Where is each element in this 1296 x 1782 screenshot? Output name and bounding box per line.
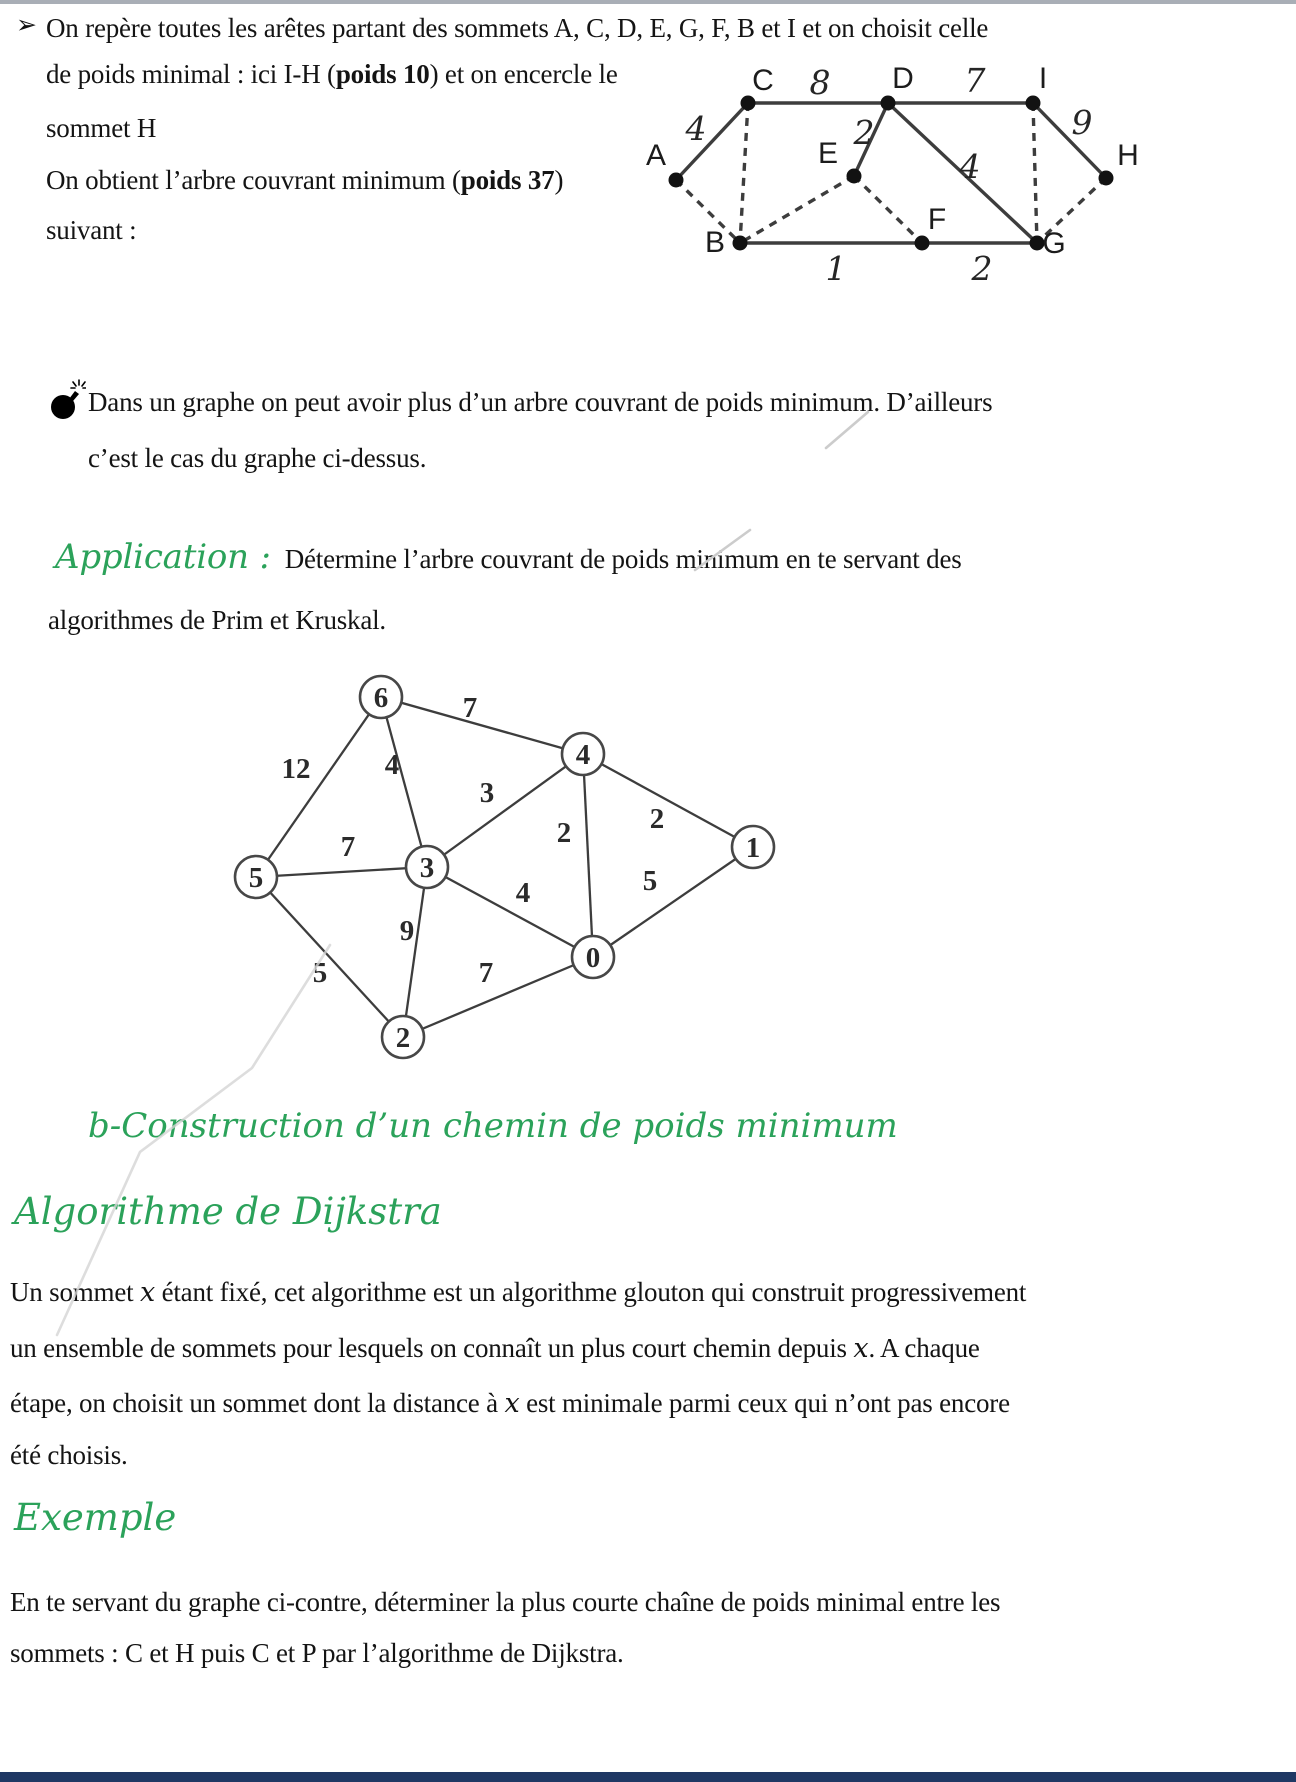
note-line-2: c’est le cas du graphe ci-dessus. bbox=[88, 443, 427, 473]
edge-2-0 bbox=[403, 957, 593, 1037]
edge-weight-A-C: 4 bbox=[685, 109, 707, 148]
graph-node-B bbox=[733, 236, 748, 251]
intro-line-5: suivant : bbox=[46, 215, 137, 245]
edge-weight-3-2: 9 bbox=[399, 915, 415, 947]
bomb-icon bbox=[50, 378, 86, 422]
graph-node-label-D: D bbox=[892, 62, 914, 95]
edge-weight-I-H: 9 bbox=[1071, 103, 1093, 142]
dijkstra-heading: Algorithme de Dijkstra bbox=[14, 1190, 442, 1233]
graph-node-E bbox=[847, 169, 862, 184]
edge-I-G bbox=[1033, 103, 1037, 243]
edge-3-2 bbox=[403, 867, 427, 1037]
edge-4-3 bbox=[427, 754, 583, 867]
edge-weight-4-3: 3 bbox=[479, 777, 495, 809]
graph-node-I bbox=[1026, 96, 1041, 111]
edge-4-1 bbox=[583, 754, 753, 847]
edge-weight-C-D: 8 bbox=[809, 63, 831, 102]
dijkstra-line-1-post: étant fixé, cet algorithme est un algorithme glouton qui construit progressivement bbox=[155, 1277, 1027, 1307]
graph-node-A bbox=[669, 173, 684, 188]
intro-line-2-pre: de poids minimal : ici I-H ( bbox=[46, 59, 336, 89]
edge-3-0 bbox=[427, 867, 593, 957]
edge-weight-5-2: 5 bbox=[312, 957, 328, 989]
exemple-line-1: En te servant du graphe ci-contre, déterminer la plus courte chaîne de poids minimal entre les bbox=[10, 1587, 1001, 1617]
dijkstra-line-3-post: est minimale parmi ceux qui n’ont pas encore bbox=[519, 1388, 1010, 1418]
graph-node-D bbox=[881, 96, 896, 111]
graph-node-label-6: 6 bbox=[373, 682, 389, 714]
graph-node-label-C: C bbox=[752, 64, 774, 97]
graph-node-label-E: E bbox=[817, 137, 839, 170]
graph-node-F bbox=[915, 236, 930, 251]
section-b-heading: b-Construction d’un chemin de poids minimum bbox=[88, 1106, 898, 1146]
dijkstra-line-1-pre: Un sommet bbox=[10, 1277, 140, 1307]
edge-weight-4-0: 2 bbox=[556, 817, 572, 849]
application-line-2: algorithmes de Prim et Kruskal. bbox=[48, 605, 386, 635]
edge-E-B bbox=[740, 176, 854, 243]
edge-weight-3-0: 4 bbox=[515, 877, 531, 909]
note-line-1: Dans un graphe on peut avoir plus d’un arbre couvrant de poids minimum. D’ailleurs bbox=[88, 387, 993, 417]
graph-node-H bbox=[1099, 171, 1114, 186]
intro-line-4-post: ) bbox=[554, 165, 564, 195]
dijkstra-line-3-pre: étape, on choisit un sommet dont la distance à bbox=[10, 1388, 505, 1418]
intro-line-2 bbox=[46, 57, 618, 91]
edge-weight-2-0: 7 bbox=[478, 957, 494, 989]
edge-5-2 bbox=[256, 877, 403, 1037]
graph-node-label-A: A bbox=[645, 139, 667, 172]
edge-weight-D-I: 7 bbox=[964, 61, 986, 100]
dijkstra-line-4: été choisis. bbox=[10, 1440, 128, 1470]
spanning-tree-graph bbox=[630, 50, 1190, 300]
application-graph bbox=[190, 630, 810, 1070]
edge-weight-B-F: 1 bbox=[825, 249, 847, 288]
intro-line-4-bold: poids 37 bbox=[460, 165, 555, 195]
dijkstra-line-1 bbox=[10, 1275, 1026, 1310]
dijkstra-line-2-var: x bbox=[853, 1333, 869, 1364]
edge-weight-D-G: 4 bbox=[959, 147, 981, 186]
edge-weight-5-3: 7 bbox=[340, 831, 356, 863]
exemple-line-2: sommets : C et H puis C et P par l’algorithme de Dijkstra. bbox=[10, 1638, 624, 1668]
graph-node-C bbox=[741, 96, 756, 111]
edge-6-4 bbox=[381, 697, 583, 754]
graph-node-label-3: 3 bbox=[419, 852, 435, 884]
application-text: Détermine l’arbre couvrant de poids minimum en te servant des bbox=[284, 544, 962, 574]
exemple-heading: Exemple bbox=[14, 1496, 177, 1539]
edge-6-3 bbox=[381, 697, 427, 867]
edge-0-1 bbox=[593, 847, 753, 957]
edge-weight-F-G: 2 bbox=[971, 249, 993, 288]
application-label: Application : bbox=[55, 537, 271, 577]
graph-node-label-0: 0 bbox=[585, 942, 601, 974]
edge-weight-D-E: 2 bbox=[853, 113, 875, 152]
edge-E-F bbox=[854, 176, 922, 243]
edge-weight-0-1: 5 bbox=[642, 865, 658, 897]
graph-node-label-1: 1 bbox=[745, 832, 761, 864]
intro-line-2-post: ) et on encercle le bbox=[429, 59, 618, 89]
edge-weight-6-5: 12 bbox=[281, 753, 311, 785]
edge-5-3 bbox=[256, 867, 427, 877]
intro-line-4-pre: On obtient l’arbre couvrant minimum ( bbox=[46, 165, 461, 195]
list-bullet-icon: ➢ bbox=[16, 10, 37, 39]
application-line-1 bbox=[55, 537, 962, 577]
dijkstra-line-3-var: x bbox=[504, 1388, 520, 1419]
graph-node-label-B: B bbox=[704, 226, 726, 259]
graph-node-label-2: 2 bbox=[395, 1022, 411, 1054]
graph-node-label-I: I bbox=[1038, 62, 1048, 95]
dijkstra-line-2-post: . A chaque bbox=[868, 1333, 980, 1363]
edge-I-H bbox=[1033, 103, 1106, 178]
edge-weight-6-3: 4 bbox=[384, 749, 400, 781]
graph-node-label-5: 5 bbox=[248, 862, 264, 894]
intro-line-2-bold: poids 10 bbox=[335, 59, 430, 89]
edge-weight-6-4: 7 bbox=[462, 692, 478, 724]
dijkstra-line-2 bbox=[10, 1331, 980, 1366]
scan-top-edge bbox=[0, 0, 1296, 4]
graph-node-label-4: 4 bbox=[575, 739, 591, 771]
edge-weight-4-1: 2 bbox=[649, 803, 665, 835]
graph-node-label-H: H bbox=[1117, 139, 1139, 172]
edge-C-B bbox=[740, 103, 748, 243]
page-footer-bar bbox=[0, 1772, 1296, 1782]
graph-node-label-G: G bbox=[1042, 227, 1066, 260]
edge-6-5 bbox=[256, 697, 381, 877]
edge-4-0 bbox=[583, 754, 593, 957]
dijkstra-line-1-var: x bbox=[140, 1277, 156, 1308]
intro-line-1: On repère toutes les arêtes partant des sommets A, C, D, E, G, F, B et I et on choisit celle bbox=[46, 13, 989, 43]
dijkstra-line-3 bbox=[10, 1386, 1010, 1421]
dijkstra-line-2-pre: un ensemble de sommets pour lesquels on connaît un plus court chemin depuis bbox=[10, 1333, 854, 1363]
intro-line-4 bbox=[46, 163, 563, 197]
intro-line-3: sommet H bbox=[46, 113, 157, 143]
graph-node-label-F: F bbox=[927, 203, 947, 236]
